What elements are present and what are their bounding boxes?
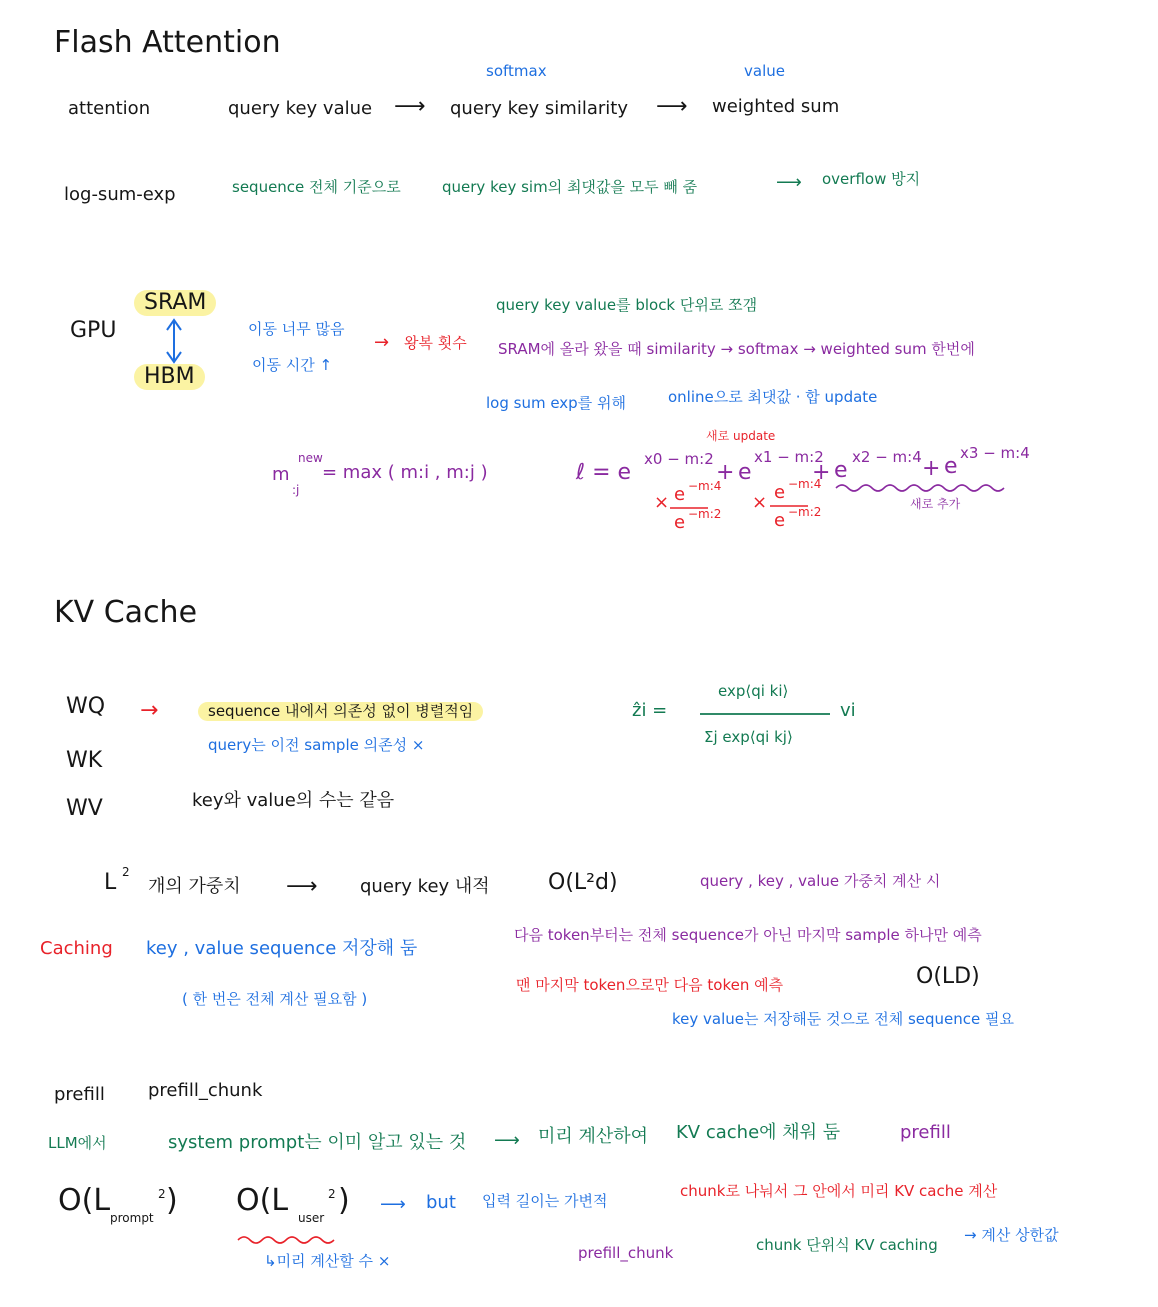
exp-term-1: x0 − m:2: [644, 450, 714, 468]
update-note: 새로 update: [706, 429, 776, 443]
query-dependency-note: query는 이전 sample 의존성 ×: [208, 736, 425, 754]
value-note: value: [744, 62, 785, 80]
but-arrow: ⟶: [380, 1194, 406, 1215]
exp-term-4: x3 − m:4: [960, 444, 1030, 462]
exp-e-4: e: [944, 454, 958, 479]
big-o-ld: O(LD): [916, 964, 980, 989]
l2-weights: 개의 가중치: [148, 876, 241, 897]
exp-e-3: e: [834, 458, 848, 483]
prefill-title: prefill: [54, 1084, 105, 1105]
online-update-note: online으로 최댓값 · 합 update: [668, 388, 878, 406]
prefill-tag: prefill: [900, 1122, 951, 1143]
cannot-precompute-note: ↳미리 계산할 수 ×: [264, 1252, 391, 1270]
prefill-chunk-title: prefill_chunk: [148, 1080, 263, 1101]
added-note: 새로 추가: [910, 497, 961, 511]
gpu-label: GPU: [70, 318, 117, 343]
corr2-den-sup: −m:2: [788, 505, 822, 519]
weight-calc-note: query , key , value 가중치 계산 시: [700, 872, 941, 890]
block-split-note: query key value를 block 단위로 쪼갬: [496, 296, 758, 314]
corr2-num-sup: −m:4: [788, 477, 822, 491]
attention-arrow-1: ⟶: [394, 94, 426, 119]
user-cost-squiggle: [238, 1237, 334, 1243]
round-trip-count: 왕복 횟수: [404, 334, 467, 352]
precompute-note: 미리 계산하여: [538, 1126, 649, 1147]
tradeoff-note: → 계산 상한값: [964, 1226, 1059, 1244]
full-once-note: ( 한 번은 전체 계산 필요함 ): [182, 990, 368, 1008]
l-formula-prefix: ℓ = e: [576, 460, 632, 485]
next-token-note: 다음 token부터는 전체 sequence가 아닌 마지막 sample 하나만 예측: [514, 926, 982, 944]
chunk-kv-note: chunk 단위식 KV caching: [756, 1236, 938, 1254]
m-new-sub: :j: [292, 483, 300, 497]
sram-one-pass-note: SRAM에 올라 왔을 때 similarity → softmax → weighted sum 한번에: [498, 340, 975, 358]
softmax-denominator: Σj exp⟨qi kj⟩: [704, 728, 793, 746]
corr1-den-sup: −m:2: [688, 507, 722, 521]
times-1: ×: [654, 492, 670, 513]
overflow-note: overflow 방지: [822, 170, 921, 188]
lse-desc: sequence 전체 기준으로: [232, 178, 401, 196]
new-term-squiggle: [836, 485, 1004, 491]
log-sum-exp-label: log-sum-exp: [64, 184, 176, 205]
parallel-note: sequence 내에서 의존성 없이 병렬적임: [198, 702, 483, 721]
m-new-sup: new: [298, 451, 323, 465]
o-user-end: ): [338, 1183, 350, 1218]
plus-3: +: [922, 456, 941, 481]
hbm-label: HBM: [134, 364, 205, 390]
wq-arrow: →: [140, 698, 159, 723]
o-user-sub: user: [298, 1211, 325, 1225]
system-prompt-note: system prompt는 이미 알고 있는 것: [168, 1132, 467, 1153]
attention-inputs: query key value: [228, 98, 373, 119]
l2-arrow: ⟶: [286, 874, 318, 899]
o-prompt: O(L: [58, 1183, 111, 1218]
attention-similarity: query key similarity: [450, 98, 628, 119]
caching-label: Caching: [40, 938, 113, 959]
move-too-much-note: 이동 너무 많음: [248, 320, 345, 338]
corr1-num-sup: −m:4: [688, 479, 722, 493]
zi-lhs: ẑi =: [632, 700, 668, 721]
softmax-note: softmax: [486, 62, 547, 80]
flash-attention-title: Flash Attention: [54, 25, 281, 60]
prefill-chunk-tag: prefill_chunk: [578, 1244, 674, 1262]
llm-label: LLM에서: [48, 1134, 107, 1152]
wv-label: WV: [66, 796, 103, 821]
move-time-note: 이동 시간 ↑: [252, 356, 333, 374]
exp-term-3: x2 − m:4: [852, 448, 922, 466]
times-2: ×: [752, 492, 768, 513]
corr1-den: e: [674, 512, 686, 533]
kv-cache-title: KV Cache: [54, 595, 198, 630]
lse-online-note: log sum exp를 위해: [486, 394, 626, 412]
m-new-formula: = max ( m:i , m:j ): [322, 462, 488, 483]
wk-label: WK: [66, 748, 103, 773]
l2-sup: 2: [122, 865, 130, 879]
chunk-split-note: chunk로 나눠서 그 안에서 미리 KV cache 계산: [680, 1182, 998, 1200]
variable-length-note: 입력 길이는 가변적: [482, 1192, 608, 1210]
attention-arrow-2: ⟶: [656, 94, 688, 119]
corr1-num: e: [674, 484, 686, 505]
system-arrow: ⟶: [494, 1130, 520, 1151]
exp-term-2: x1 − m:2: [754, 448, 824, 466]
softmax-numerator: exp⟨qi ki⟩: [718, 682, 789, 700]
o-prompt-sub: prompt: [110, 1211, 154, 1225]
corr2-num: e: [774, 482, 786, 503]
exp-e-2: e: [738, 460, 752, 485]
corr2-den: e: [774, 510, 786, 531]
kv-fill-note: KV cache에 채워 둠: [676, 1122, 841, 1143]
plus-2: +: [812, 460, 831, 485]
lse-desc-2: query key sim의 최댓값을 모두 빼 줌: [442, 178, 698, 196]
repeat-arrow: →: [374, 332, 390, 353]
stored-kv-note: key value는 저장해둔 것으로 전체 sequence 필요: [672, 1010, 1015, 1028]
plus-1: +: [716, 460, 735, 485]
weighted-sum: weighted sum: [712, 96, 840, 117]
last-token-note: 맨 마지막 token으로만 다음 token 예측: [516, 976, 784, 994]
o-prompt-sup: 2: [158, 1187, 166, 1201]
inner-product: query key 내적: [360, 876, 490, 897]
but-label: but: [426, 1192, 456, 1213]
o-user: O(L: [236, 1183, 289, 1218]
o-prompt-end: ): [166, 1183, 178, 1218]
sram-label: SRAM: [134, 290, 216, 316]
attention-label: attention: [68, 98, 151, 119]
m-new-symbol: m: [272, 464, 290, 485]
cache-desc: key , value sequence 저장해 둠: [146, 938, 418, 959]
o-user-sup: 2: [328, 1187, 336, 1201]
l2-symbol: L: [104, 870, 117, 895]
wq-label: WQ: [66, 694, 106, 719]
big-o-l2d: O(L²d): [548, 870, 618, 895]
vi-symbol: vi: [840, 700, 856, 721]
kv-count-note: key와 value의 수는 같음: [192, 790, 395, 811]
lse-arrow: ⟶: [776, 172, 802, 193]
